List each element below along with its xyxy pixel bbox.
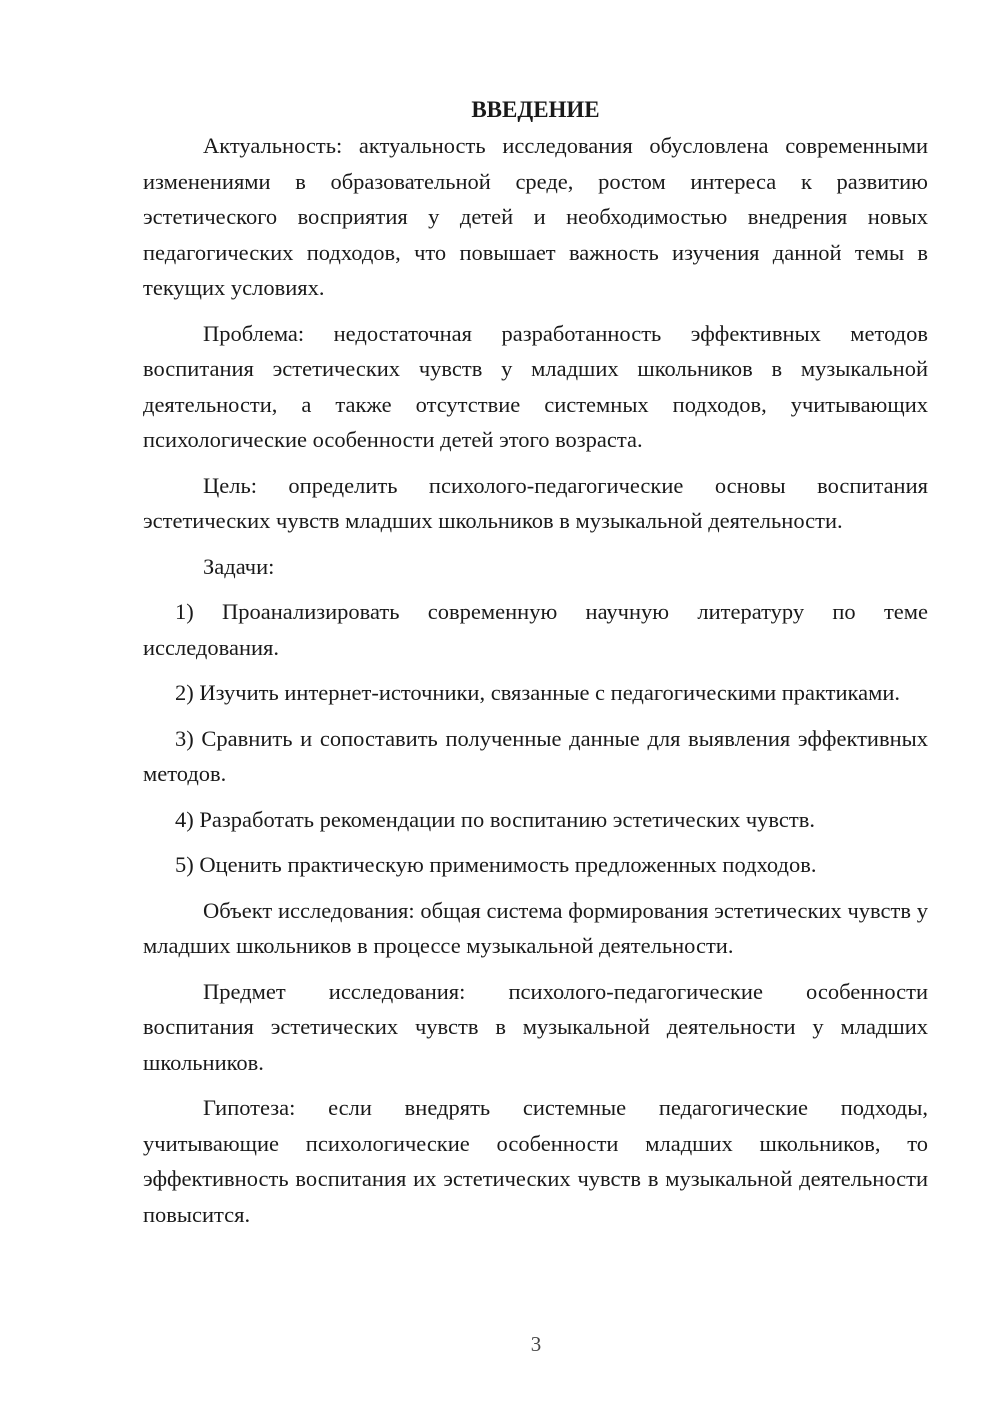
- paragraph-hypothesis: Гипотеза: если внедрять системные педагогические подходы, учитывающие психологические особенности младших школьников, то эффективность воспитания их эстетических чувств в музыкальной деятельности повысится.: [143, 1095, 928, 1227]
- task-item-1: 1) Проанализировать современную научную литературу по теме исследования.: [143, 599, 928, 660]
- paragraph-subject: Предмет исследования: психолого-педагогические особенности воспитания эстетических чувств в музыкальной деятельности у младших школьников.: [143, 978, 928, 1075]
- page-content: [143, 92, 928, 1232]
- tasks-heading: Задачи:: [203, 553, 275, 579]
- task-item-4: 4) Разработать рекомендации по воспитанию эстетических чувств.: [175, 806, 815, 832]
- paragraph-goal: Цель: определить психолого-педагогические основы воспитания эстетических чувств младших школьников в музыкальной деятельности.: [143, 472, 928, 533]
- task-item-5: 5) Оценить практическую применимость предложенных подходов.: [175, 852, 817, 877]
- task-item-3: 3) Сравнить и сопоставить полученные данные для выявления эффективных методов.: [143, 725, 928, 786]
- task-item-2: 2) Изучить интернет-источники, связанные с педагогическими практиками.: [175, 680, 901, 705]
- page-number: 3: [530, 1332, 542, 1356]
- paragraph-relevance: Актуальность: актуальность исследования обусловлена современными изменениями в образовательной среде, ростом интереса к развитию эстетического восприятия у детей и необходимостью внедрения новых педагогических подходов, что повышает важность изучения данной темы в текущих условиях.: [143, 133, 928, 300]
- paragraph-problem: Проблема: недостаточная разработанность эффективных методов воспитания эстетических чувств у младших школьников в музыкальной деятельности, а также отсутствие системных подходов, учитывающих психологические особенности детей этого возраста.: [143, 320, 928, 452]
- page-title: ВВЕДЕНИЕ: [471, 97, 600, 122]
- paragraph-object: Объект исследования: общая система формирования эстетических чувств у младших школьников в процессе музыкальной деятельности.: [143, 897, 928, 958]
